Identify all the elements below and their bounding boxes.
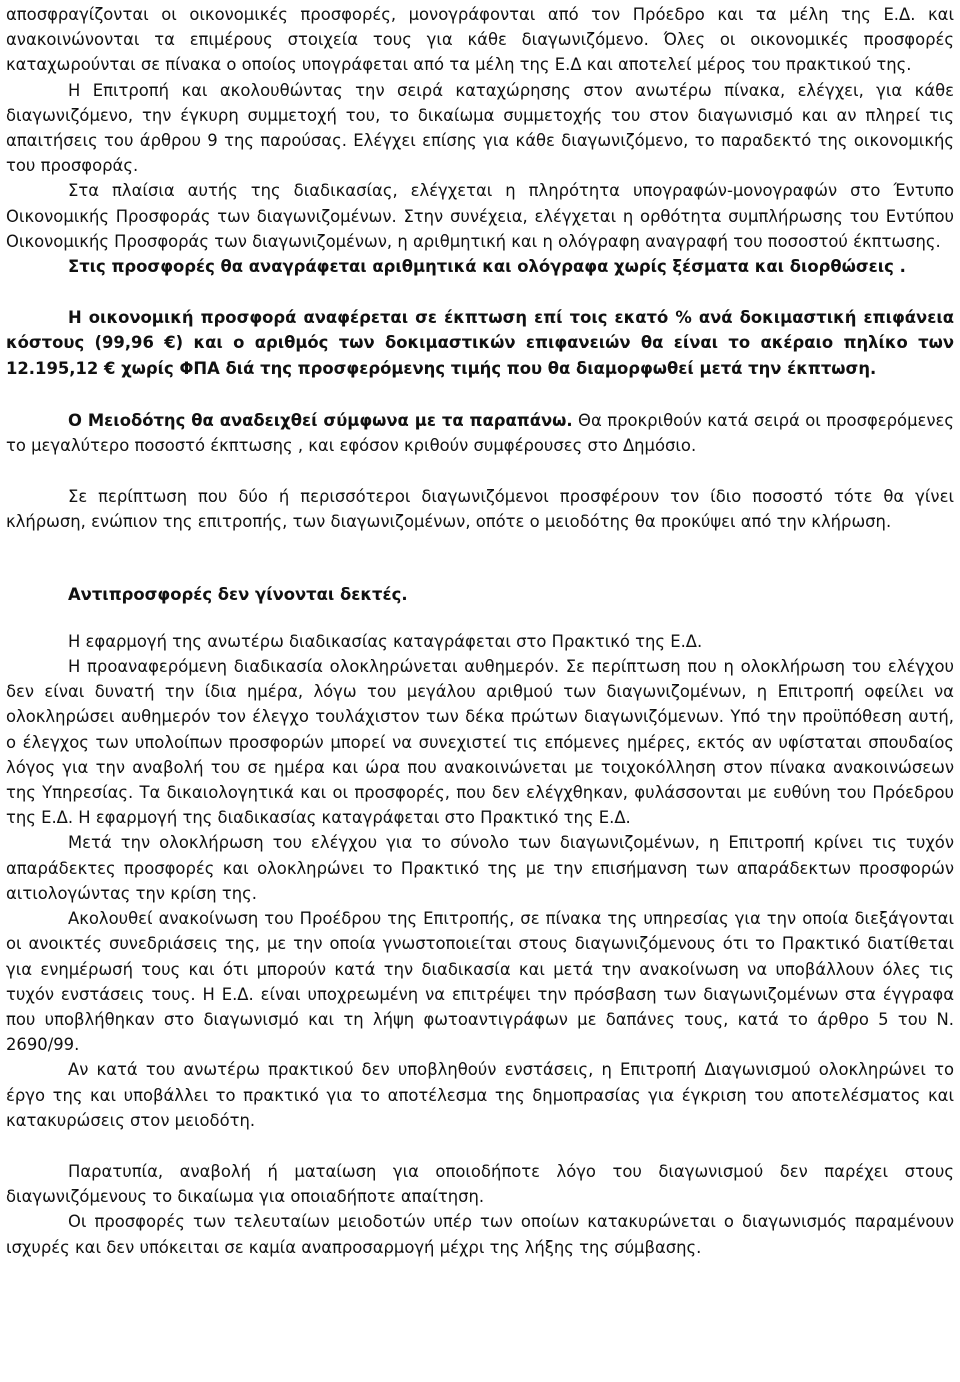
paragraph-procedure-recorded: Η εφαρμογή της ανωτέρω διαδικασίας καταγράφεται στο Πρακτικό της Ε.Δ.: [68, 631, 703, 651]
paragraph-discount-offer: Η οικονομική προσφορά αναφέρεται σε έκπτωση επί τοις εκατό % ανά δοκιμαστική επιφάνεια κόστους (99,96 €) και ο αριθμός των δοκιμαστικών επιφανειών θα είναι το ακέραιο πηλίκο των 12.195,12 € χωρίς ΦΠΑ διά της προσφερόμενης τιμής που θα διαμορφωθεί μετά την έκπτωση.: [6, 308, 954, 378]
paragraph-objections: Αν κατά του ανωτέρω πρακτικού δεν υποβληθούν ενστάσεις, η Επιτροπή Διαγωνισμού ολοκληρώνει το έργο της και υποβάλλει το πρακτικό για το αποτέλεσμα της δημοπρασίας για έγκριση του αποτελέσματος και κατακυρώσεις στον μειοδότη.: [6, 1060, 954, 1130]
paragraph-lowest-bidder: [6, 408, 954, 458]
paragraph-announcement: Ακολουθεί ανακοίνωση του Προέδρου της Επιτροπής, σε πίνακα της υπηρεσίας για την οποία διεξάγονται οι ανοικτές συνεδριάσεις της, με την οποία γνωστοποιείται στους διαγωνιζόμενους ότι το Πρακτικό διατίθεται για ενημέρωσή τους και ότι μπορούν κατά την διαδικασία και μετά την ανακοίνωση να υποβάλλουν όλες τις τυχόν ενστάσεις τους. Η Ε.Δ. είναι υποχρεωμένη να επιτρέψει την πρόσβαση των διαγωνιζομένων στα έγγραφα που υποβλήθηκαν στο διαγωνισμό και τη λήψη φωτοαντιγράφων με δαπάνες τους, κατά το άρθρο 5 του Ν. 2690/99.: [6, 909, 954, 1055]
lowest-bidder-rest: Θα προκριθούν κατά σειρά οι προσφερόμενες το μεγαλύτερο ποσοστό έκπτωσης , και εφόσον κριθούν συμφέρουσες στο Δημόσιο.: [6, 410, 954, 456]
paragraph-irregularity: Παρατυπία, αναβολή ή ματαίωση για οποιοδήποτε λόγο του διαγωνισμού δεν παρέχει στους διαγωνιζόμενους το δικαίωμα για οποιαδήποτε απαίτηση.: [6, 1161, 954, 1207]
lowest-bidder-bold: Ο Μειοδότης θα αναδειχθεί σύμφωνα με τα παραπάνω.: [68, 410, 573, 430]
paragraph-unacceptable-offers: Μετά την ολοκλήρωση του ελέγχου για το σύνολο των διαγωνιζομένων, η Επιτροπή κρίνει τις τυχόν απαράδεκτες προσφορές και ολοκληρώνει το Πρακτικό της με την επισήμανση των απαράδεκτων προσφορών αιτιολογώντας την κρίση της.: [6, 833, 954, 903]
paragraph-signatures-check: Στα πλαίσια αυτής της διαδικασίας, ελέγχεται η πληρότητα υπογραφών-μονογραφών στο Έντυπο Οικονομικής Προσφοράς των διαγωνιζομένων. Στην συνέχεια, ελέγχεται η ορθότητα συμπλήρωσης του Εντύπου Οικονομικής Προσφοράς των διαγωνιζομένων, η αριθμητική και η ολόγραφη αναγραφή του ποσοστού έκπτωσης.: [6, 181, 954, 251]
paragraph-financial-offers-opening: αποσφραγίζονται οι οικονομικές προσφορές, μονογράφονται από τον Πρόεδρο και τα μέλη της Ε.Δ. και ανακοινώνονται τα επιμέρους στοιχεία τους για κάθε διαγωνιζόμενο. Όλες οι οικονομικές προσφορές καταχωρούνται σε πίνακα ο οποίος υπογράφεται από τα μέλη της Ε.Δ και αποτελεί μέρος του πρακτικού της.: [6, 5, 954, 75]
paragraph-same-day-procedure: Η προαναφερόμενη διαδικασία ολοκληρώνεται αυθημερόν. Σε περίπτωση που η ολοκλήρωση του ελέγχου δεν είναι δυνατή την ίδια ημέρα, λόγω του μεγάλου αριθμού των διαγωνιζομένων, η Επιτροπή οφείλει να ολοκληρώσει αυθημερόν τον έλεγχο τουλάχιστον των δέκα πρώτων διαγωνιζόμενων. Υπό την προϋπόθεση αυτή, ο έλεγχος των υπολοίπων προσφορών μπορεί να συνεχιστεί τις επόμενες ημέρες, εκτός αν υφίσταται σπουδαίος λόγος για την αναβολή του σε ημέρα και ώρα που ανακοινώνεται με τοιχοκόλληση στον πίνακα ανακοινώσεων της Υπηρεσίας. Τα δικαιολογητικά και οι προσφορές, που δεν ελέγχθηκαν, φυλάσσονται με ευθύνη του Πρόεδρου της Ε.Δ. Η εφαρμογή της διαδικασίας καταγράφεται στο Πρακτικό της Ε.Δ.: [6, 657, 954, 828]
paragraph-no-erasures: Στις προσφορές θα αναγράφεται αριθμητικά και ολόγραφα χωρίς ξέσματα και διορθώσεις .: [68, 257, 906, 277]
paragraph-draw: Σε περίπτωση που δύο ή περισσότεροι διαγωνιζόμενοι προσφέρουν τον ίδιο ποσοστό τότε θα γίνει κλήρωση, ενώπιον της επιτροπής, των διαγωνιζομένων, οπότε ο μειοδότης θα προκύψει από την κλήρωση.: [6, 487, 954, 532]
paragraph-offers-binding: Οι προσφορές των τελευταίων μειοδοτών υπέρ των οποίων κατακυρώνεται ο διαγωνισμός παραμένουν ισχυρές και δεν υπόκειται σε καμία αναπροσαρμογή μέχρι της λήξης της σύμβασης.: [6, 1212, 954, 1257]
paragraph-committee-check: Η Επιτροπή και ακολουθώντας την σειρά καταχώρησης στον ανωτέρω πίνακα, ελέγχει, για κάθε διαγωνιζόμενο, την έγκυρη συμμετοχή του, το δικαίωμα συμμετοχής του στον διαγωνισμό και αν πληρεί τις απαιτήσεις του άρθρου 9 της παρούσας. Ελέγχει επίσης για κάθε διαγωνιζόμενο, το παραδεκτό της οικονομικής του προσφοράς.: [6, 80, 954, 176]
paragraph-no-counteroffers: Αντιπροσφορές δεν γίνονται δεκτές.: [68, 584, 408, 604]
